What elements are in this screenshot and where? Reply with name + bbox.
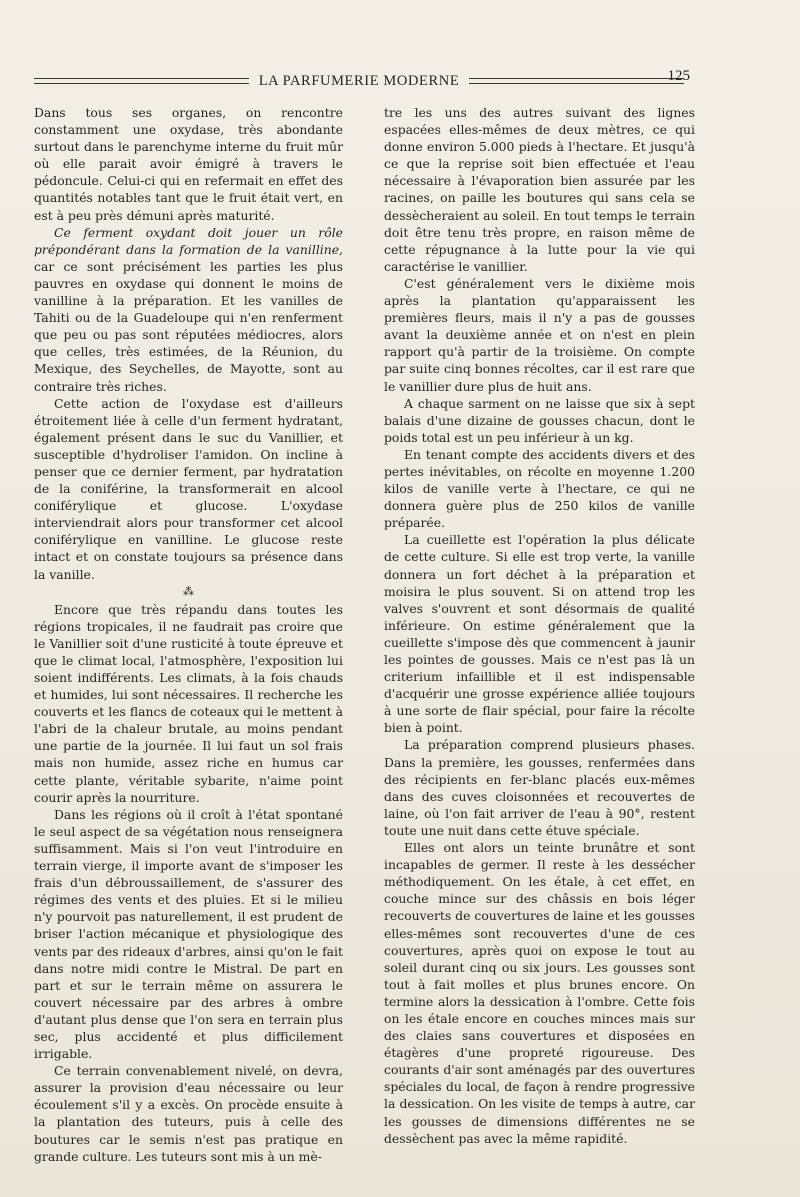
- paragraph: Ce terrain convenablement nivelé, on devra, assurer la provision d'eau nécessaire ou leur écoulement s'il y a excès. On procède ensuite à la plantation des tuteurs, puis à celle des boutures car le semis n'est pas pratique en grande culture. Les tuteurs sont mis à un mè-: [34, 1063, 343, 1164]
- text-column-left: [34, 104, 343, 1165]
- section-separator: ⁂: [183, 584, 194, 598]
- page-number: 125: [667, 68, 690, 84]
- paragraph: [34, 224, 343, 395]
- text-column-right: [384, 104, 695, 1147]
- paragraph: La préparation comprend plusieurs phases. Dans la première, les gousses, renfermées dans des récipients en fer-blanc placés eux-mêmes dans des cuves cloisonnées et recouvertes de laine, où l'on fait arriver de l'eau à 90°, restent toute une nuit dans cette étuve spéciale.: [384, 737, 695, 838]
- paragraph: Cette action de l'oxydase est d'ailleurs étroitement liée à celle d'un ferment hydratant, également présent dans le suc du Vanillier, et susceptible d'hydroliser l'amidon. On incline à penser que ce dernier ferment, par hydratation de la coniférine, la transformerait en alcool coniférylique et glucose. L'oxydase interviendrait alors pour transformer cet alcool coniférylique en vanilline. Le glucose reste intact et on constate toujours sa présence dans la vanille.: [34, 395, 343, 582]
- paragraph: Dans les régions où il croît à l'état spontané le seul aspect de sa végétation nous renseignera suffisamment. Mais si l'on veut l'introduire en terrain vierge, il importe avant de s'imposer les frais d'un débroussaillement, de s'assurer des régimes des vents et des pluies. Et si le milieu n'y pourvoit pas naturellement, il est prudent de briser l'action mécanique et physiologique des vents par des rideaux d'arbres, ainsi qu'on le fait dans notre midi contre le Mistral. De part en part et sur le terrain même on assurera le couvert nécessaire par des arbres à ombre d'autant plus dense que l'on sera en terrain plus sec, plus accidenté et plus difficilement irrigable.: [34, 806, 343, 1062]
- paragraph: tre les uns des autres suivant des lignes espacées elles-mêmes de deux mètres, ce qui donne environ 5.000 pieds à l'hectare. Et jusqu'à ce que la reprise soit bien effectuée et l'eau nécessaire à l'évaporation bien assurée par les racines, on paille les boutures qui sans cela se dessècheraient au soleil. En tout temps le terrain doit être tenu très propre, en raison même de cette répugnance à la lutte pour la vie qui caractérise le vanillier.: [384, 105, 695, 274]
- paragraph: Encore que très répandu dans toutes les régions tropicales, il ne faudrait pas croire que le Vanillier soit d'une rusticité à toute épreuve et que le climat local, l'atmosphère, l'exposition lui soient indifférents. Les climats, à la fois chauds et humides, lui sont nécessaires. Il recherche les couverts et les flancs de coteaux qui le mettent à l'abri de la chaleur brutale, au moins pendant une partie de la journée. Il lui faut un sol frais mais non humide, assez riche en humus car cette plante, véritable sybarite, n'aime point courir après la nourriture.: [34, 601, 343, 805]
- italic-phrase: Ce ferment oxydant doit jouer un rôle prépondérant dans la formation de la vanilline,: [34, 224, 343, 257]
- paragraph: Elles ont alors un teinte brunâtre et sont incapables de germer. Il reste à les dessécher méthodiquement. On les étale, à cet effet, en couche mince sur des châssis en bois léger recouverts de couvertures de laine et les gousses elles-mêmes sont recouvertes d'une de ces couvertures, après quoi on expose le tout au soleil durant cinq ou six jours. Les gousses sont tout à fait molles et plus brunes encore. On termine alors la dessication à l'ombre. Cette fois on les étale encore en couches minces mais sur des claies sans couvertures et disposées en étagères d'une propreté rigoureuse. Des courants d'air sont aménagés par des ouvertures spéciales du local, de façon à rendre progressive la dessication. On les visite de temps à autre, car les gousses de dimensions différentes ne se dessèchent pas avec la même rapidité.: [384, 840, 695, 1146]
- paragraph: Dans tous ses organes, on rencontre constamment une oxydase, très abondante surtout dans le parenchyme interne du fruit mûr où elle parait avoir émigré à travers le pédoncule. Celui-ci qui en refermait en effet des quantités notables tant que le fruit était vert, en est à peu près démuni après maturité.: [34, 105, 343, 223]
- header-rule-right: [469, 78, 684, 84]
- header-rule-left: [34, 78, 249, 84]
- paragraph: A chaque sarment on ne laisse que six à sept balais d'une dizaine de gousses chacun, dont le poids total est un peu inférieur à un kg.: [384, 395, 695, 445]
- paragraph: En tenant compte des accidents divers et des pertes inévitables, on récolte en moyenne 1.200 kilos de vanille verte à l'hectare, ce qui ne donnera guère plus de 250 kilos de vanille préparée.: [384, 446, 695, 531]
- journal-title: LA PARFUMERIE MODERNE: [258, 72, 460, 89]
- paragraph: C'est généralement vers le dixième mois après la plantation qu'apparaissent les premières fleurs, mais il n'y a pas de gousses avant la deuxième année et on n'est en plein rapport qu'à partir de la troisième. On compte par suite cinq bonnes récoltes, car il est rare que le vanillier dure plus de huit ans.: [384, 275, 695, 394]
- paragraph-text: car ce sont précisément les parties les plus pauvres en oxydase qui donnent le moins de vanilline à la préparation. Et les vanilles de Tahiti ou de la Guadeloupe qui n'en renferment que peu ou pas sont réputées médiocres, alors que celles, très estimées, de la Réunion, du Mexique, des Seychelles, de Mayotte, sont au contraire très riches.: [34, 258, 343, 394]
- paragraph: La cueillette est l'opération la plus délicate de cette culture. Si elle est trop verte, la vanille donnera un fort déchet à la préparation et moisira le plus souvent. Si on attend trop les valves s'ouvrent et sont désormais de qualité inférieure. On estime généralement que la cueillette s'impose dès que commencent à jaunir les pointes de gousses. Mais ce n'est pas là un criterium infaillible et il est indispensable d'acquérir une grosse expérience alliée toujours à une sorte de flair spécial, pour faire la récolte bien à point.: [384, 532, 695, 736]
- running-header: [34, 70, 684, 92]
